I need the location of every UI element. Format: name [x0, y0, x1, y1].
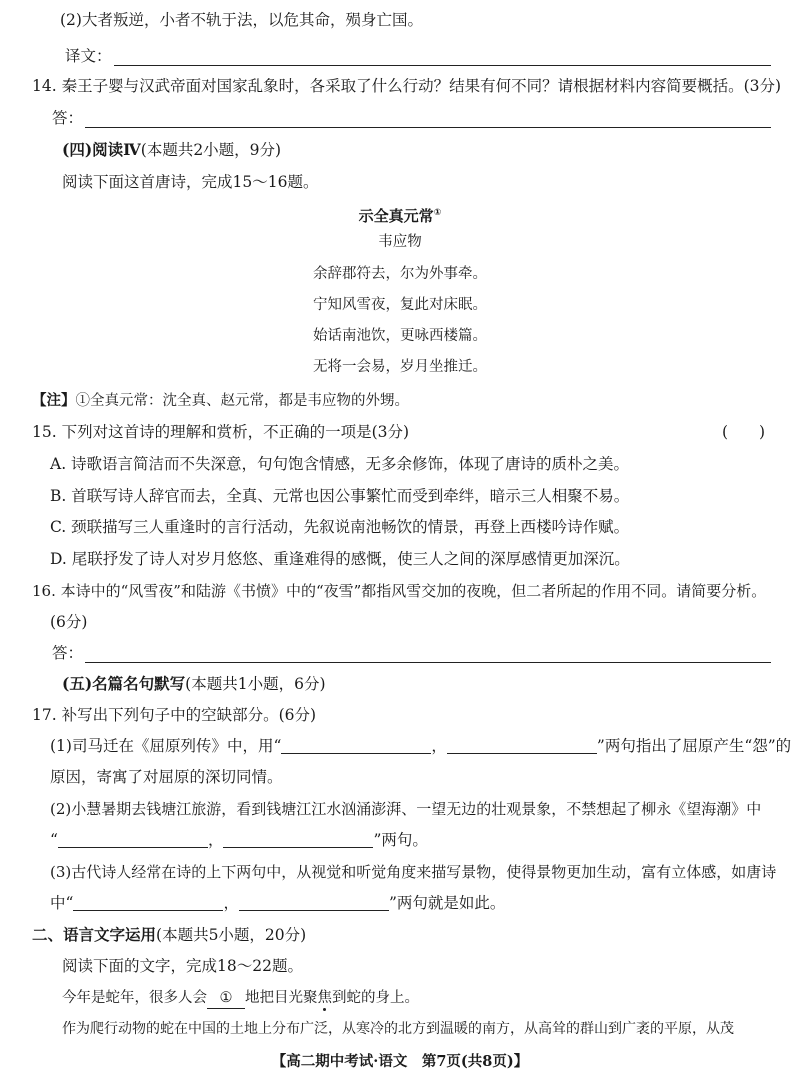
section4-note: (本题共2小题，9分)	[140, 141, 282, 159]
translation-line[interactable]	[65, 44, 771, 66]
q17-3-comma: ，	[223, 894, 239, 912]
passage-blank-1[interactable]: ①	[207, 988, 245, 1009]
answer-label: 答：	[52, 644, 84, 662]
q17-1-blank-2[interactable]	[447, 738, 597, 754]
q14-answer-line[interactable]	[52, 106, 771, 128]
answer-label: 答：	[52, 109, 84, 127]
q17-2-blank-1[interactable]	[58, 832, 208, 848]
q17-2-suffix: ”两句。	[373, 831, 428, 849]
q16-answer-line[interactable]	[52, 641, 771, 663]
q17-3-blank-2[interactable]	[239, 895, 389, 911]
translation-blank[interactable]	[114, 51, 771, 66]
poem-note-mark: ①	[433, 208, 442, 218]
passage-1-mid: 地把目光聚	[245, 990, 318, 1006]
poem-title-text: 示全真元常	[358, 207, 434, 225]
section5-note: (本题共1小题，6分)	[185, 675, 326, 693]
note-label: 【注】	[32, 392, 76, 409]
section4-title: (四)阅读Ⅳ	[62, 140, 141, 159]
q17-1-comma: ，	[431, 737, 447, 755]
q17-2-blank-2[interactable]	[223, 832, 373, 848]
q17-1-prefix: (1)司马迁在《屈原列传》中，用“	[50, 737, 282, 755]
q17-1-continuation: 原因，寄寓了对屈原的深切同情。	[50, 768, 283, 786]
passage-dotted-char: 焦	[317, 990, 332, 1006]
q16-points: (6分)	[50, 613, 88, 631]
q15-option-b: B. 首联写诗人辞官而去，全真、元常也因公事繁忙而受到牵绊，暗示三人相聚不易。	[50, 487, 630, 505]
section5-title: (五)名篇名句默写	[62, 674, 186, 693]
q15-option-d: D. 尾联抒发了诗人对岁月悠悠、重逢难得的感慨，使三人之间的深厚感情更加深沉。	[50, 550, 630, 568]
page-footer: 【高二期中考试·语文 第7页(共8页)】	[271, 1053, 529, 1070]
q13-2-text: (2)大者叛逆，小者不轨于法，以危其命，殒身亡国。	[60, 11, 423, 29]
part2-title: 二、语言文字运用	[32, 925, 157, 944]
q17-3-suffix: ”两句就是如此。	[388, 894, 506, 912]
passage-1-prefix: 今年是蛇年，很多人会	[62, 990, 207, 1006]
poem-line-2: 宁知风雪夜，复此对床眠。	[313, 297, 487, 313]
q16-text: 16. 本诗中的“风雪夜”和陆游《书愤》中的“夜雪”都指风雪交加的夜晚，但二者所起的作用不同。请简要分析。	[32, 582, 767, 600]
poem-author: 韦应物	[378, 234, 422, 250]
q17-3-blank-1[interactable]	[73, 895, 223, 911]
q17-2-line	[50, 830, 428, 850]
section5-heading	[62, 674, 326, 694]
poem-line-4: 无将一会易，岁月坐推迁。	[313, 359, 487, 375]
translation-label: 译文：	[65, 47, 112, 65]
q17-3-open-quote: 中“	[50, 894, 74, 912]
part2-instruction: 阅读下面的文字，完成18～22题。	[62, 957, 303, 975]
q15-option-c: C. 颈联描写三人重逢时的言行活动，先叙说南池畅饮的情景，再登上西楼吟诗作赋。	[50, 518, 630, 536]
q17-1-line	[50, 736, 791, 756]
passage-line-2: 作为爬行动物的蛇在中国的土地上分布广泛，从寒冷的北方到温暖的南方，从高耸的群山到广袤的平原，从茂	[62, 1021, 734, 1037]
q17-2-comma: ，	[207, 831, 224, 849]
q15-option-a: A. 诗歌语言简洁而不失深意，句句饱含情感，无多余修饰，体现了唐诗的质朴之美。	[50, 455, 630, 473]
q17-2-text: (2)小慧暑期去钱塘江旅游，看到钱塘江江水汹涌澎湃、一望无边的壮观景象，不禁想起了柳永《望海潮》中	[50, 800, 762, 818]
poem-footnote	[32, 391, 409, 411]
q14-answer-blank[interactable]	[85, 113, 771, 128]
note-text: ①全真元常：沈全真、赵元常，都是韦应物的外甥。	[75, 393, 409, 409]
q14-text: 14. 秦王子婴与汉武帝面对国家乱象时，各采取了什么行动？结果有何不同？请根据材料内容简要概括。(3分)	[32, 77, 782, 95]
q16-answer-blank[interactable]	[85, 648, 771, 663]
q17-1-suffix: ”两句指出了屈原产生“怨”的	[596, 737, 792, 755]
q15-answer-paren[interactable]: ( )	[722, 423, 766, 441]
q17-3-line	[50, 893, 505, 913]
passage-1-suffix: 到蛇的身上。	[332, 990, 419, 1006]
passage-line-1	[62, 988, 419, 1009]
poem-line-3: 始话南池饮，更咏西楼篇。	[313, 328, 487, 344]
part2-heading	[32, 925, 306, 945]
q17-3-text: (3)古代诗人经常在诗的上下两句中，从视觉和听觉角度来描写景物，使得景物更加生动，富有立体感，如唐诗	[50, 863, 777, 881]
poem-title	[0, 203, 800, 226]
q17-2-open-quote: “	[50, 831, 58, 849]
q17-text: 17. 补写出下列句子中的空缺部分。(6分)	[32, 706, 317, 724]
q17-1-blank-1[interactable]	[281, 738, 431, 754]
q15-text: 15. 下列对这首诗的理解和赏析，不正确的一项是(3分)	[32, 423, 410, 441]
section4-heading	[62, 140, 281, 160]
poem-line-1: 余辞郡符去，尔为外事牵。	[313, 266, 487, 282]
section4-instruction: 阅读下面这首唐诗，完成15～16题。	[62, 173, 319, 191]
part2-note: (本题共5小题，20分)	[156, 926, 307, 944]
